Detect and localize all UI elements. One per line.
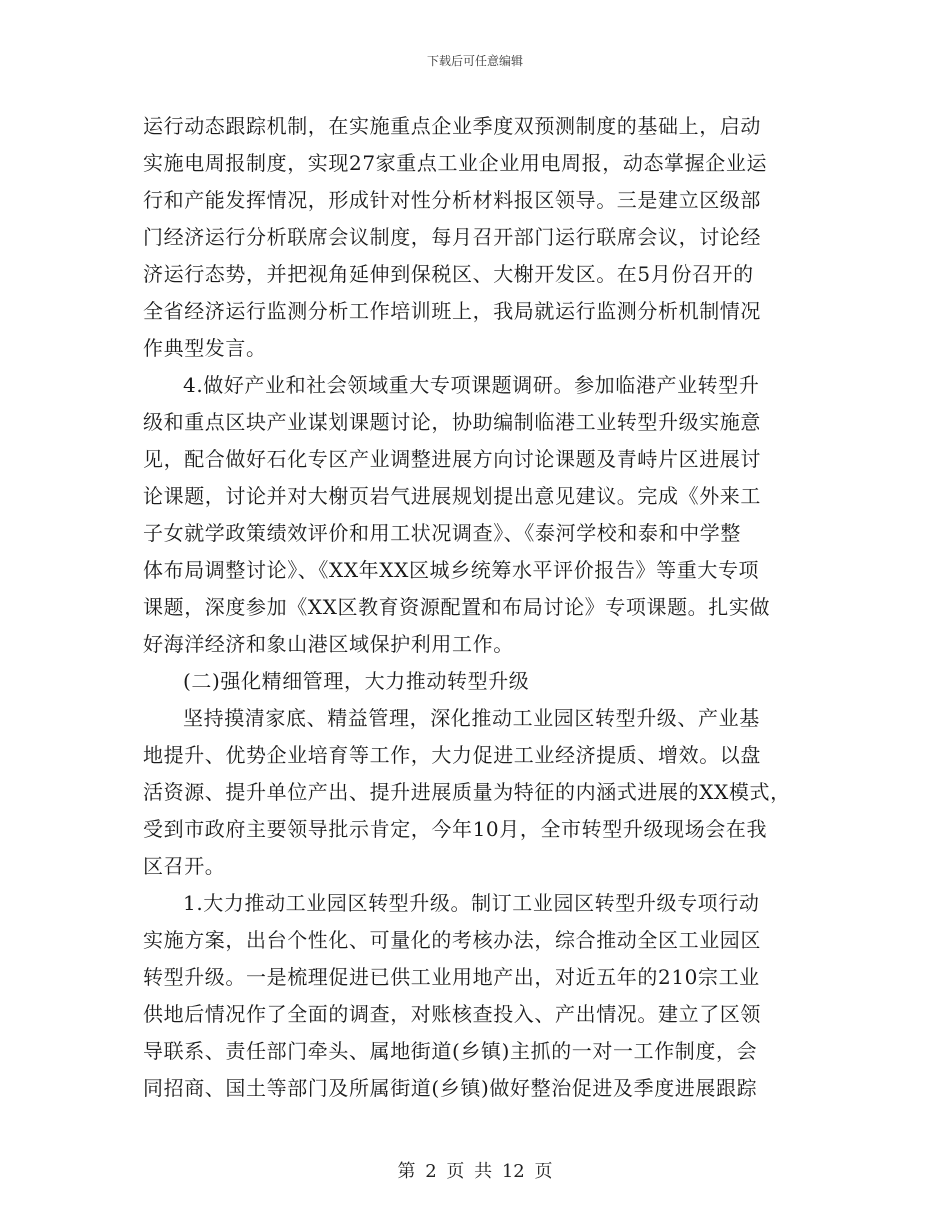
body-line: 好海洋经济和象山港区域保护利用工作。 <box>143 632 514 656</box>
body-line: 同招商、国土等部门及所属街道(乡镇)做好整治促进及季度进展跟踪 <box>143 1076 758 1100</box>
body-line: 全省经济运行监测分析工作培训班上，我局就运行监测分析机制情况 <box>143 299 761 323</box>
body-line: 活资源、提升单位产出、提升进展质量为特征的内涵式进展的XX模式， <box>143 780 791 804</box>
body-line: 地提升、优势企业培育等工作，大力促进工业经济提质、增效。以盘 <box>143 743 761 767</box>
body-line: 作典型发言。 <box>143 336 267 360</box>
body-line: 论课题，讨论并对大榭页岩气进展规划提出意见建议。完成《外来工 <box>143 484 761 508</box>
body-line: 实施方案，出台个性化、可量化的考核办法，综合推动全区工业园区 <box>143 928 761 952</box>
body-line: 见，配合做好石化专区产业调整进展方向讨论课题及青峙片区进展讨 <box>143 447 761 471</box>
body-line: 子女就学政策绩效评价和用工状况调查》、《泰河学校和泰和中学整 <box>143 521 741 545</box>
section-heading: (二)强化精细管理，大力推动转型升级 <box>183 669 530 693</box>
body-line: 坚持摸清家底、精益管理，深化推动工业园区转型升级、产业基 <box>183 706 760 730</box>
body-line: 级和重点区块产业谋划课题讨论，协助编制临港工业转型升级实施意 <box>143 410 761 434</box>
body-line: 实施电周报制度，实现27家重点工业企业用电周报，动态掌握企业运 <box>143 151 768 175</box>
body-line: 供地后情况作了全面的调查，对账核查投入、产出情况。建立了区领 <box>143 1002 761 1026</box>
page-footer: 第 2 页 共 12 页 <box>397 1161 553 1182</box>
body-line: 转型升级。一是梳理促进已供工业用地产出，对近五年的210宗工业 <box>143 965 760 989</box>
body-line: 课题，深度参加《XX区教育资源配置和布局讨论》专项课题。扎实做 <box>143 595 771 619</box>
body-line: 受到市政府主要领导批示肯定，今年10月，全市转型升级现场会在我 <box>143 817 768 841</box>
body-line: 4.做好产业和社会领域重大专项课题调研。参加临港产业转型升 <box>183 373 760 397</box>
body-line: 区召开。 <box>143 854 226 878</box>
body-line: 导联系、责任部门牵头、属地街道(乡镇)主抓的一对一工作制度，会 <box>143 1039 758 1063</box>
body-line: 体布局调整讨论》、《XX年XX区城乡统筹水平评价报告》等重大专项 <box>143 558 760 582</box>
body-line: 门经济运行分析联席会议制度，每月召开部门运行联席会议，讨论经 <box>143 225 761 249</box>
document-body <box>143 108 808 1107</box>
body-line: 运行动态跟踪机制，在实施重点企业季度双预测制度的基础上，启动 <box>143 114 761 138</box>
body-line: 1.大力推动工业园区转型升级。制订工业园区转型升级专项行动 <box>183 891 760 915</box>
body-line: 行和产能发挥情况，形成针对性分析材料报区领导。三是建立区级部 <box>143 188 761 212</box>
body-line: 济运行态势，并把视角延伸到保税区、大榭开发区。在5月份召开的 <box>143 262 754 286</box>
page-header: 下载后可任意编辑 <box>426 54 523 68</box>
